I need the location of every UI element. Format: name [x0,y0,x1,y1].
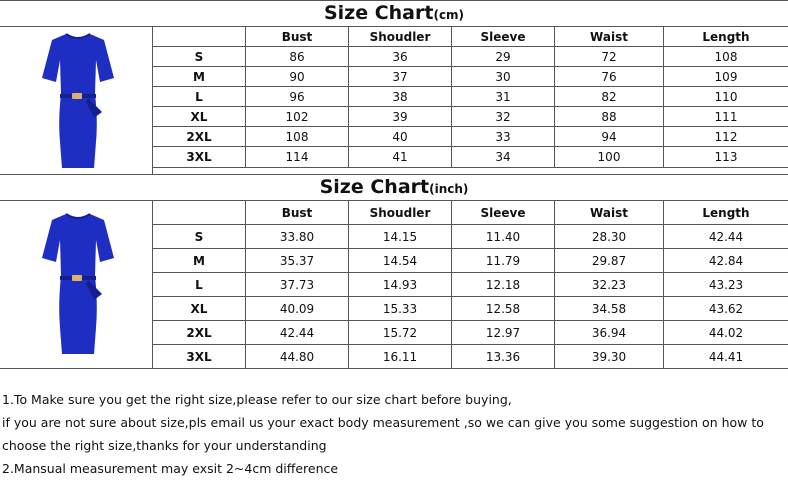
note-line: choose the right size,thanks for your understanding [2,438,327,453]
column-header: Shoudler [349,27,452,47]
measurement-cell: 12.18 [452,273,555,297]
measurement-cell: 41 [349,147,452,168]
size-chart-inch-title [0,174,788,201]
table-row [153,67,788,87]
measurement-cell: 113 [664,147,788,168]
measurement-cell: 14.15 [349,225,452,249]
measurement-cell: 108 [246,127,349,147]
measurement-cell: 90 [246,67,349,87]
chart-unit: (inch) [429,182,469,196]
table-row [153,147,788,168]
size-table-inch [152,200,788,369]
size-label: S [153,225,246,249]
column-header: Bust [246,27,349,47]
chart-unit: (cm) [433,8,465,22]
measurement-cell: 37.73 [246,273,349,297]
measurement-cell: 44.02 [664,321,788,345]
dress-image [38,210,118,358]
measurement-cell: 29 [452,47,555,67]
measurement-cell: 39 [349,107,452,127]
measurement-cell: 33 [452,127,555,147]
measurement-cell: 29.87 [555,249,664,273]
measurement-cell: 15.33 [349,297,452,321]
header-corner [153,201,246,225]
measurement-cell: 109 [664,67,788,87]
measurement-cell: 16.11 [349,345,452,369]
measurement-cell: 42.44 [664,225,788,249]
table-row [153,321,788,345]
measurement-cell: 43.23 [664,273,788,297]
measurement-cell: 42.44 [246,321,349,345]
table-row [153,127,788,147]
measurement-cell: 34.58 [555,297,664,321]
measurement-cell: 110 [664,87,788,107]
table-row [153,273,788,297]
measurement-cell: 38 [349,87,452,107]
measurement-cell: 86 [246,47,349,67]
measurement-cell: 108 [664,47,788,67]
measurement-cell: 40.09 [246,297,349,321]
measurement-cell: 43.62 [664,297,788,321]
measurement-cell: 111 [664,107,788,127]
size-label: 3XL [153,345,246,369]
measurement-cell: 44.80 [246,345,349,369]
measurement-cell: 12.58 [452,297,555,321]
measurement-cell: 76 [555,67,664,87]
measurement-cell: 28.30 [555,225,664,249]
size-label: M [153,249,246,273]
measurement-cell: 88 [555,107,664,127]
header-corner [153,27,246,47]
size-table-cm [152,26,788,168]
measurement-cell: 36 [349,47,452,67]
measurement-cell: 96 [246,87,349,107]
size-label: L [153,87,246,107]
note-line: 1.To Make sure you get the right size,please refer to our size chart before buying, [2,392,512,407]
note-line: 2.Mansual measurement may exsit 2~4cm difference [2,461,339,476]
header-row [153,201,788,225]
measurement-cell: 13.36 [452,345,555,369]
column-header: Sleeve [452,27,555,47]
measurement-cell: 34 [452,147,555,168]
measurement-cell: 82 [555,87,664,107]
dress-image [38,30,118,172]
measurement-cell: 72 [555,47,664,67]
measurement-cell: 32.23 [555,273,664,297]
size-label: 3XL [153,147,246,168]
column-header: Length [664,201,788,225]
measurement-cell: 112 [664,127,788,147]
table-row [153,345,788,369]
header-row [153,27,788,47]
measurement-cell: 44.41 [664,345,788,369]
table-row [153,107,788,127]
measurement-cell: 11.79 [452,249,555,273]
measurement-cell: 40 [349,127,452,147]
measurement-cell: 42.84 [664,249,788,273]
size-label: S [153,47,246,67]
measurement-cell: 11.40 [452,225,555,249]
measurement-cell: 94 [555,127,664,147]
table-row [153,87,788,107]
size-label: L [153,273,246,297]
measurement-cell: 36.94 [555,321,664,345]
note-line: if you are not sure about size,pls email us your exact body measurement ,so we can give you some suggestion on how to [2,415,764,430]
measurement-cell: 102 [246,107,349,127]
column-header: Waist [555,201,664,225]
measurement-cell: 37 [349,67,452,87]
column-header: Length [664,27,788,47]
measurement-cell: 30 [452,67,555,87]
measurement-cell: 15.72 [349,321,452,345]
table-row [153,47,788,67]
table-row [153,225,788,249]
measurement-cell: 32 [452,107,555,127]
chart-title: Size Chart [319,176,430,198]
column-header: Shoudler [349,201,452,225]
measurement-cell: 100 [555,147,664,168]
table-row [153,249,788,273]
notes [2,388,786,480]
size-label: XL [153,107,246,127]
measurement-cell: 31 [452,87,555,107]
size-chart-cm-title [0,0,788,27]
size-label: XL [153,297,246,321]
measurement-cell: 14.54 [349,249,452,273]
measurement-cell: 14.93 [349,273,452,297]
size-label: M [153,67,246,87]
measurement-cell: 33.80 [246,225,349,249]
size-label: 2XL [153,321,246,345]
measurement-cell: 39.30 [555,345,664,369]
measurement-cell: 12.97 [452,321,555,345]
chart-title: Size Chart [323,2,434,24]
measurement-cell: 114 [246,147,349,168]
measurement-cell: 35.37 [246,249,349,273]
size-label: 2XL [153,127,246,147]
column-header: Waist [555,27,664,47]
column-header: Bust [246,201,349,225]
column-header: Sleeve [452,201,555,225]
table-row [153,297,788,321]
